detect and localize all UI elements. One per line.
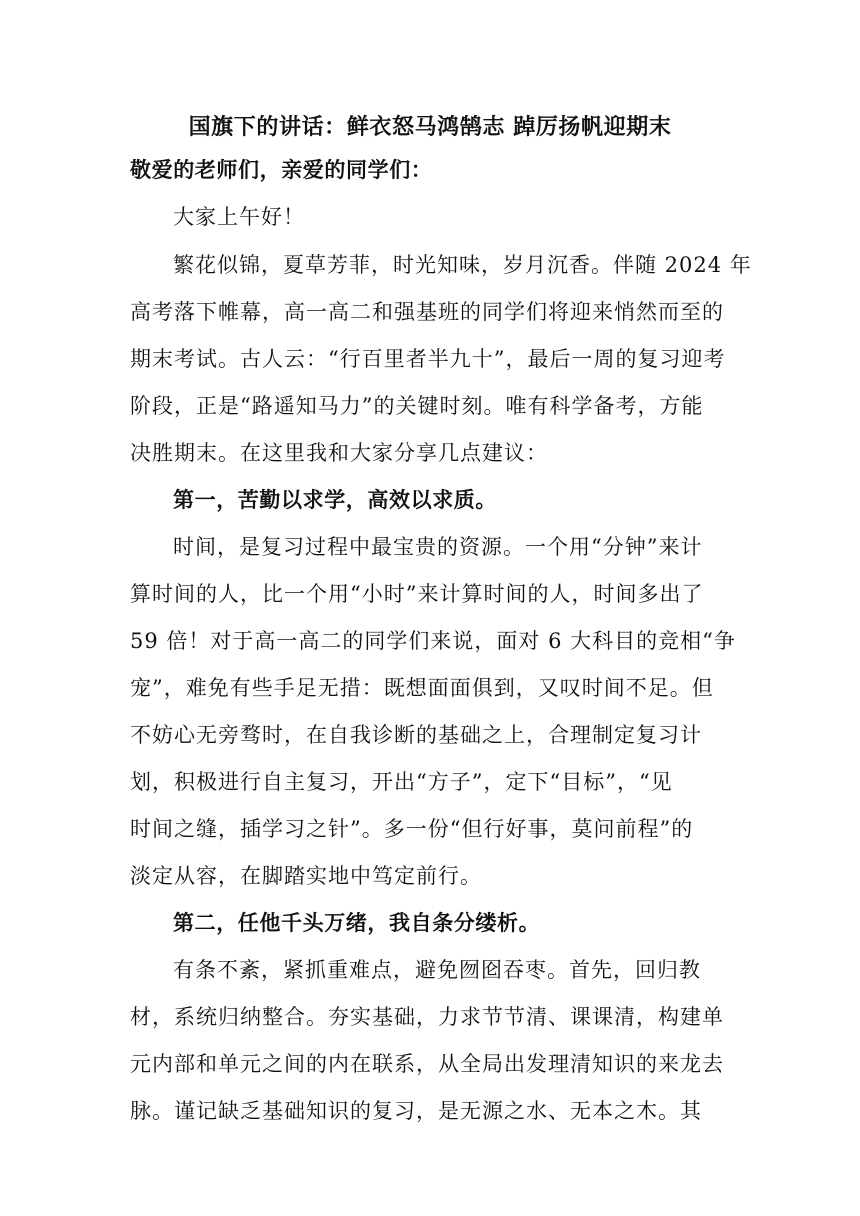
section-heading-1: 第一，苦勤以求学，高效以求质。 bbox=[173, 487, 497, 512]
paragraph-2-line-8: 淡定从容，在脚踏实地中笃定前行。 bbox=[130, 864, 482, 888]
paragraph-2-line-3: 59 倍！对于高一高二的同学们来说，面对 6 大科目的竞相“争 bbox=[130, 629, 736, 653]
paragraph-2-line-2: 算时间的人，比一个用“小时”来计算时间的人，时间多出了 bbox=[130, 582, 704, 606]
paragraph-3-line-4: 脉。谨记缺乏基础知识的复习，是无源之水、无本之木。其 bbox=[130, 1099, 702, 1123]
paragraph-1-line-3: 期末考试。古人云：“行百里者半九十”，最后一周的复习迎考 bbox=[130, 347, 726, 371]
paragraph-2-line-7: 时间之缝，插学习之针”。多一份“但行好事，莫问前程”的 bbox=[130, 817, 694, 841]
section-heading-2: 第二，任他千头万绪，我自条分缕析。 bbox=[173, 910, 541, 935]
paragraph-3-line-3: 元内部和单元之间的内在联系，从全局出发理清知识的来龙去 bbox=[130, 1052, 724, 1076]
paragraph-2-line-1: 时间，是复习过程中最宝贵的资源。一个用“分钟”来计 bbox=[173, 535, 703, 559]
greeting-line: 大家上午好！ bbox=[173, 205, 305, 229]
paragraph-1-line-1: 繁花似锦，夏草芳菲，时光知味，岁月沉香。伴随 2024 年 bbox=[173, 253, 752, 277]
paragraph-2-line-5: 不妨心无旁骛时，在自我诊断的基础之上，合理制定复习计 bbox=[130, 723, 702, 747]
salutation: 敬爱的老师们，亲爱的同学们： bbox=[130, 157, 433, 182]
paragraph-1-line-5: 决胜期末。在这里我和大家分享几点建议： bbox=[130, 441, 548, 465]
paragraph-1-line-4: 阶段，正是“路遥知马力”的关键时刻。唯有科学备考，方能 bbox=[130, 394, 704, 418]
document-title: 国旗下的讲话：鲜衣怒马鸿鹄志 踔厉扬帆迎期末 bbox=[188, 114, 672, 140]
paragraph-2-line-6: 划，积极进行自主复习，开出“方子”，定下“目标”，“见 bbox=[130, 770, 673, 794]
paragraph-3-line-1: 有条不紊，紧抓重难点，避免囫囵吞枣。首先，回归教 bbox=[173, 958, 701, 982]
paragraph-3-line-2: 材，系统归纳整合。夯实基础，力求节节清、课课清，构建单 bbox=[130, 1005, 724, 1029]
paragraph-1-line-2: 高考落下帷幕，高一高二和强基班的同学们将迎来悄然而至的 bbox=[130, 300, 724, 324]
paragraph-2-line-4: 宠”，难免有些手足无措：既想面面俱到，又叹时间不足。但 bbox=[130, 676, 714, 700]
